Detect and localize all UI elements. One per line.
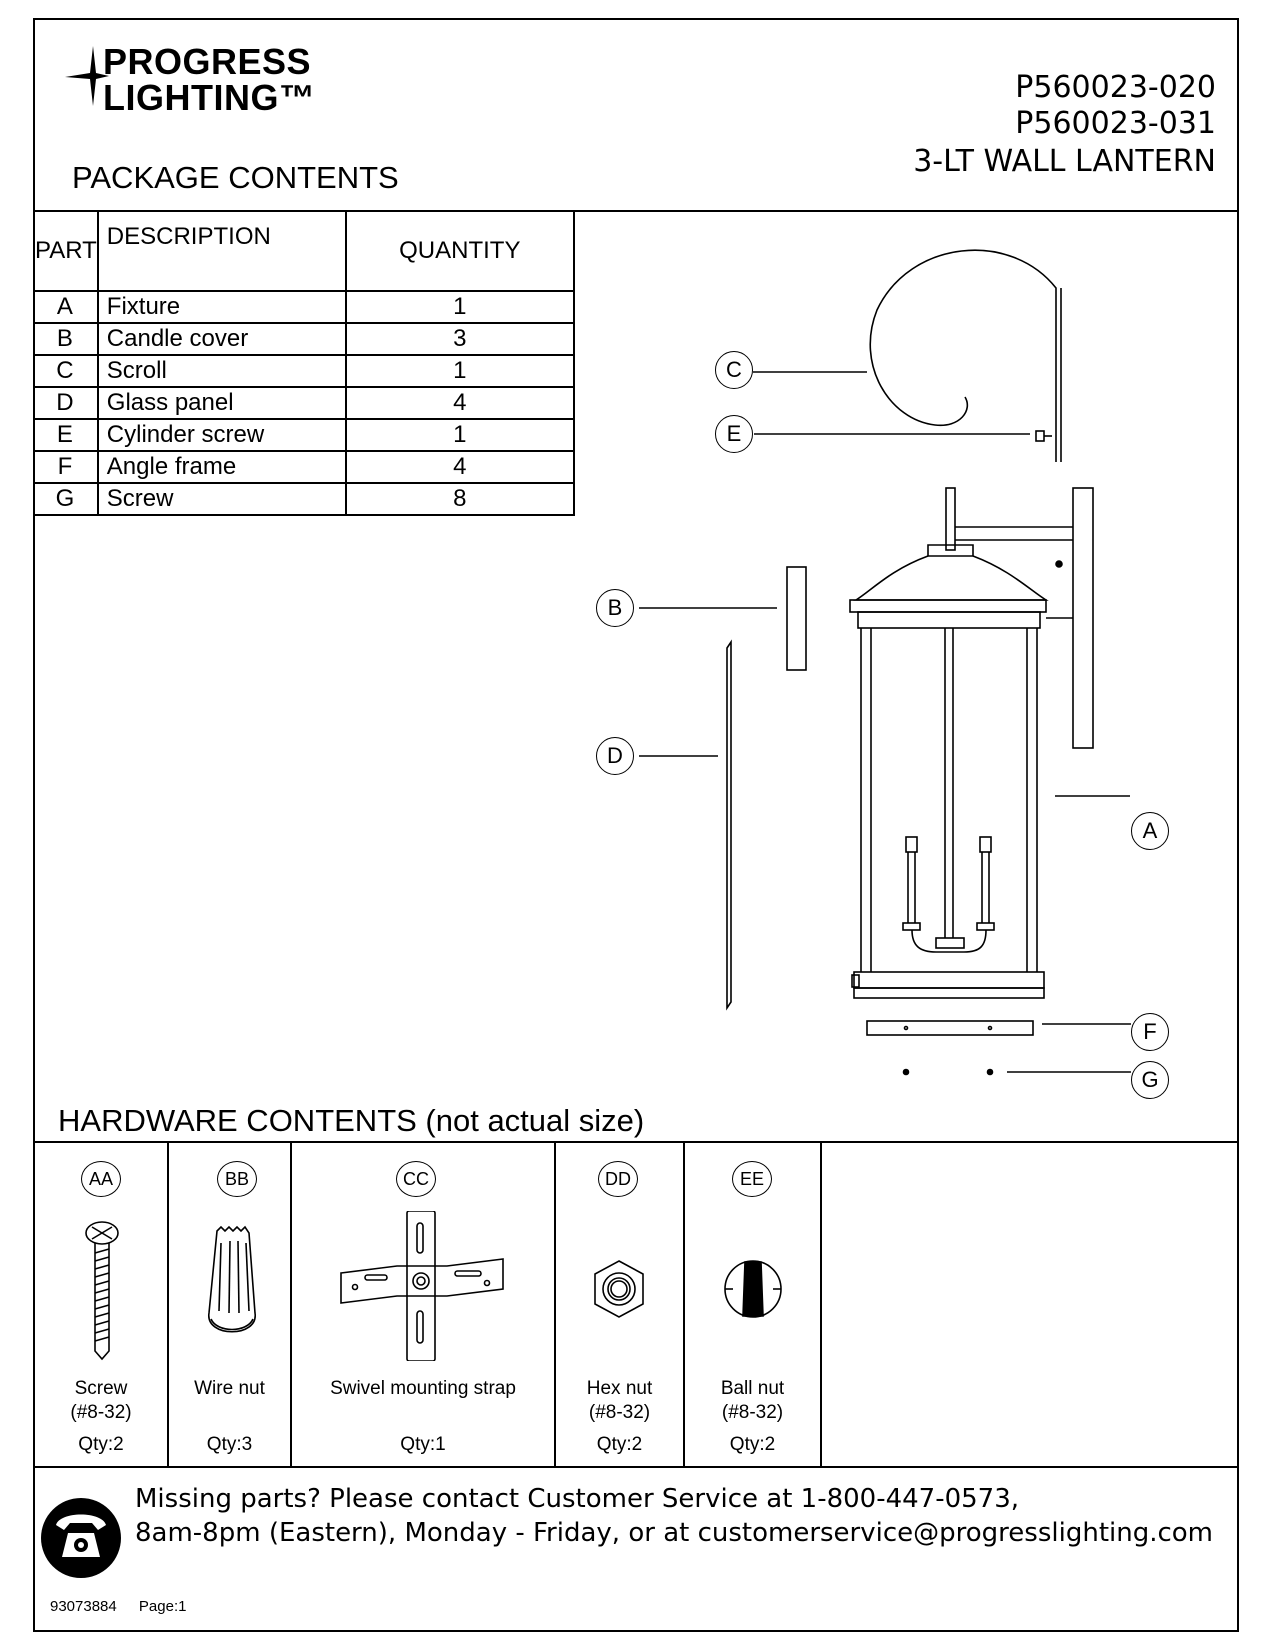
progress-lighting-logo bbox=[65, 40, 345, 120]
callout-d: D bbox=[596, 737, 634, 775]
table-row bbox=[33, 355, 574, 387]
part-letter: D bbox=[33, 387, 98, 419]
part-letter: A bbox=[33, 291, 98, 323]
hardware-divider bbox=[820, 1141, 822, 1466]
package-contents-title: PACKAGE CONTENTS bbox=[72, 160, 399, 195]
part-description: Cylinder screw bbox=[98, 419, 346, 451]
part-quantity: 1 bbox=[346, 355, 574, 387]
part-quantity: 1 bbox=[346, 419, 574, 451]
page-number: Page:1 bbox=[138, 1598, 187, 1615]
divider-hardware-bottom bbox=[33, 1466, 1239, 1468]
part-description: Scroll bbox=[98, 355, 346, 387]
callout-e: E bbox=[715, 415, 753, 453]
table-row bbox=[33, 483, 574, 515]
hardware-name-text: Ball nut bbox=[720, 1378, 785, 1399]
candle-cover-drawing bbox=[639, 567, 806, 670]
part-quantity: 3 bbox=[346, 323, 574, 355]
hardware-name bbox=[556, 1377, 683, 1425]
part-letter: F bbox=[33, 451, 98, 483]
hardware-qty: Qty:2 bbox=[596, 1434, 643, 1455]
logo-text-line2: LIGHTING™ bbox=[103, 77, 316, 118]
hex-nut-icon bbox=[592, 1259, 646, 1319]
hardware-spec: (#8-32) bbox=[588, 1402, 651, 1423]
hardware-code-badge: BB bbox=[217, 1161, 257, 1197]
hardware-name: Swivel mounting strap bbox=[330, 1378, 516, 1399]
wire-nut-icon bbox=[197, 1223, 267, 1353]
hardware-name bbox=[685, 1377, 820, 1425]
hardware-spec: (#8-32) bbox=[721, 1402, 784, 1423]
parts-table-header bbox=[33, 212, 574, 291]
part-quantity: 4 bbox=[346, 387, 574, 419]
mounting-screw-dot bbox=[1056, 561, 1062, 567]
hardware-contents-title: HARDWARE CONTENTS (not actual size) bbox=[58, 1103, 645, 1138]
hardware-spec: (#8-32) bbox=[70, 1402, 132, 1423]
parts-table bbox=[33, 212, 575, 516]
hardware-item-wire-nut bbox=[169, 1141, 290, 1466]
part-quantity: 4 bbox=[346, 451, 574, 483]
customer-service-text bbox=[135, 1482, 1213, 1550]
scroll-part-drawing bbox=[753, 250, 1061, 462]
product-name: 3-LT WALL LANTERN bbox=[913, 144, 1216, 179]
model-number-1: P560023-020 bbox=[1015, 70, 1216, 105]
table-row bbox=[33, 323, 574, 355]
footer bbox=[50, 1598, 204, 1615]
screws-drawing bbox=[904, 1070, 1132, 1075]
model-number-2: P560023-031 bbox=[1015, 106, 1216, 141]
table-row bbox=[33, 291, 574, 323]
hardware-name: Wire nut bbox=[194, 1378, 265, 1399]
part-letter: C bbox=[33, 355, 98, 387]
hardware-code-badge: AA bbox=[81, 1161, 121, 1197]
header-quantity: QUANTITY bbox=[346, 212, 574, 291]
part-letter: G bbox=[33, 483, 98, 515]
cylinder-screw-drawing bbox=[754, 431, 1052, 441]
hardware-item-ball-nut bbox=[685, 1141, 820, 1466]
callout-f: F bbox=[1131, 1013, 1169, 1051]
callout-b: B bbox=[596, 589, 634, 627]
ball-nut-icon bbox=[723, 1257, 783, 1321]
part-description: Screw bbox=[98, 483, 346, 515]
part-description: Candle cover bbox=[98, 323, 346, 355]
part-quantity: 1 bbox=[346, 291, 574, 323]
part-description: Angle frame bbox=[98, 451, 346, 483]
hardware-name-text: Screw bbox=[74, 1378, 128, 1399]
fixture-drawing bbox=[850, 488, 1130, 998]
table-row bbox=[33, 387, 574, 419]
hardware-item-screw bbox=[35, 1141, 167, 1466]
hardware-item-hex-nut bbox=[556, 1141, 683, 1466]
hardware-code-badge: CC bbox=[396, 1161, 436, 1197]
hardware-code-badge: EE bbox=[732, 1161, 772, 1197]
hardware-code-badge: DD bbox=[598, 1161, 638, 1197]
glass-panel-drawing bbox=[639, 642, 731, 1008]
header-description: DESCRIPTION bbox=[98, 212, 346, 291]
logo-text-line1: PROGRESS bbox=[103, 41, 312, 82]
angle-frame-drawing bbox=[867, 1021, 1131, 1035]
hardware-name-text: Hex nut bbox=[586, 1378, 653, 1399]
document-number: 93073884 bbox=[50, 1598, 117, 1615]
mounting-strap-icon bbox=[337, 1211, 507, 1361]
contact-line-1: Missing parts? Please contact Customer Service at 1-800-447-0573, bbox=[135, 1484, 1020, 1514]
part-letter: E bbox=[33, 419, 98, 451]
contact-line-2: 8am-8pm (Eastern), Monday - Friday, or at customerservice@progresslighting.com bbox=[135, 1518, 1214, 1548]
hardware-qty: Qty:2 bbox=[729, 1434, 776, 1455]
header-part: PART bbox=[33, 212, 98, 291]
lantern-exploded-diagram bbox=[590, 230, 1210, 1110]
part-description: Glass panel bbox=[98, 387, 346, 419]
hardware-qty: Qty:1 bbox=[400, 1434, 446, 1455]
hardware-qty: Qty:3 bbox=[206, 1434, 253, 1455]
part-quantity: 8 bbox=[346, 483, 574, 515]
hardware-qty: Qty:2 bbox=[78, 1434, 124, 1455]
callout-g: G bbox=[1131, 1061, 1169, 1099]
part-letter: B bbox=[33, 323, 98, 355]
hardware-item-swivel-strap bbox=[292, 1141, 554, 1466]
table-row bbox=[33, 419, 574, 451]
screw-icon bbox=[77, 1221, 127, 1361]
callout-c: C bbox=[715, 351, 753, 389]
table-row bbox=[33, 451, 574, 483]
hardware-name bbox=[35, 1377, 167, 1425]
part-description: Fixture bbox=[98, 291, 346, 323]
telephone-icon bbox=[40, 1497, 122, 1579]
callout-a: A bbox=[1131, 812, 1169, 850]
